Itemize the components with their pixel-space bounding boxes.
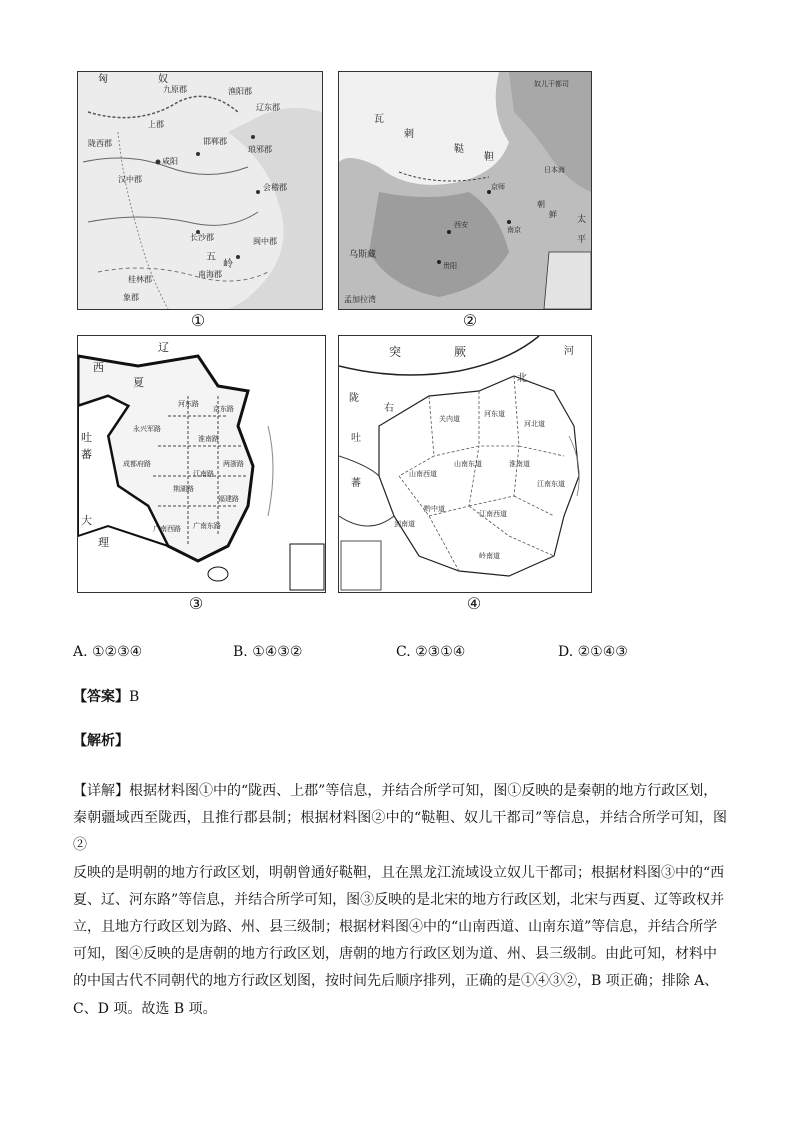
map-1-label: 长沙郡 (190, 233, 214, 242)
map-2-label: 平 (577, 235, 587, 245)
map-1-qin (77, 71, 323, 310)
map-4-label: 江南西道 (479, 510, 507, 518)
map-4-label: 关内道 (439, 415, 460, 423)
map-2-label: 日本海 (544, 166, 565, 174)
map-3-label: 成都府路 (123, 460, 151, 468)
map-3-label: 京东路 (213, 405, 234, 413)
map-4-label: 突 (389, 345, 402, 359)
map-3-label: 两浙路 (223, 460, 244, 468)
map-2-label: 朝 (537, 200, 545, 209)
map-3-label: 大 (81, 514, 92, 527)
map-2-drawing (339, 72, 591, 309)
detail-line: C、D 项。故选 B 项。 (73, 1000, 217, 1017)
map-4-label: 右 (384, 403, 394, 414)
map-4-drawing (339, 336, 591, 592)
map-4-label: 吐 (351, 433, 361, 444)
map-2-ming (338, 71, 592, 310)
map-1-label: 邯郸郡 (203, 137, 227, 146)
option-c[interactable]: C. ②③①④ (396, 644, 466, 660)
map-4-label: 岭南道 (479, 552, 500, 560)
detail-line: 的中国古代不同朝代的地方行政区划图，按时间先后顺序排列，正确的是①④③②，B 项正确；排除 A、 (73, 973, 719, 990)
map-4-label: 陇 (349, 393, 359, 404)
map-3-label: 西 (93, 361, 104, 374)
map-1-drawing (78, 72, 322, 309)
detail-line: 反映的是明朝的地方行政区划，明朝曾通好鞑靼，且在黑龙江流域设立奴儿干都司；根据材料图③中的“西 (73, 864, 725, 881)
map-2-label: 西安 (454, 221, 468, 229)
map-1-label: 闽中郡 (253, 237, 277, 246)
map-1-label: 渔阳郡 (228, 87, 252, 96)
detail-paragraph (73, 778, 727, 1023)
map-3-label: 夏 (133, 376, 144, 389)
map-3-label: 淮南路 (198, 435, 219, 443)
map-1-label: 南海郡 (198, 270, 222, 279)
map-4-label: 河东道 (484, 410, 505, 418)
figure-4-number: ④ (466, 594, 482, 613)
map-1-label: 岭 (223, 259, 233, 270)
map-2-label: 孟加拉湾 (344, 295, 376, 304)
map-2-label: 瓦 (374, 114, 384, 125)
map-4-label: 厥 (454, 345, 467, 359)
map-1-label: 琅邪郡 (248, 145, 272, 154)
map-4-label: 剑南道 (394, 520, 415, 528)
map-1-label: 匈 (98, 74, 108, 85)
map-4-label: 江南东道 (537, 480, 565, 488)
map-4-label: 山南东道 (454, 460, 482, 468)
map-3-label: 永兴军路 (133, 425, 161, 433)
map-1-label: 象郡 (123, 293, 139, 302)
map-3-drawing (78, 336, 325, 592)
option-b[interactable]: B. ①④③② (233, 644, 303, 660)
map-3-label: 荆湖路 (173, 485, 194, 493)
map-3-label: 蕃 (81, 448, 92, 461)
map-3-label: 福建路 (218, 495, 239, 503)
map-4-tang (338, 335, 592, 593)
map-2-label: 乌斯藏 (349, 250, 377, 260)
map-2-label: 剌 (404, 129, 414, 140)
map-2-label: 鲜 (549, 210, 557, 219)
map-1-label: 九原郡 (163, 85, 187, 94)
answer-value: B (129, 689, 140, 705)
map-1-label: 会稽郡 (263, 183, 287, 192)
map-2-label: 奴儿干都司 (534, 80, 569, 88)
map-4-label: 北 (517, 373, 527, 384)
map-3-label: 吐 (81, 431, 92, 444)
map-3-label: 辽 (158, 341, 169, 354)
answer-line (73, 688, 139, 706)
map-3-label: 广南西路 (153, 525, 181, 533)
map-2-label: 京师 (491, 183, 505, 191)
map-1-label: 咸阳 (162, 157, 178, 166)
map-1-label: 五 (206, 252, 216, 263)
option-d[interactable]: D. ②①④③ (558, 644, 628, 660)
detail-line: 可知，图④反映的是唐朝的地方行政区划，唐朝的地方行政区划为道、州、县三级制。由此可知，材料中 (73, 946, 717, 963)
map-2-label: 贵阳 (443, 262, 457, 270)
map-4-label: 河 (564, 346, 574, 357)
map-1-label: 上郡 (148, 120, 164, 129)
figure-3-number: ③ (188, 594, 204, 613)
map-1-label: 桂林郡 (128, 275, 152, 284)
map-3-song (77, 335, 326, 593)
map-2-label: 鞑 (454, 144, 464, 155)
answer-tag: 【答案】 (73, 689, 129, 705)
figure-1-number: ① (190, 311, 206, 330)
detail-line: 立，且地方行政区划为路、州、县三级制；根据材料图④中的“山南西道、山南东道”等信息，并结合所学 (73, 919, 718, 936)
map-3-label: 江南路 (193, 470, 214, 478)
detail-line: 夏、辽、河东路”等信息，并结合所学可知，图③反映的是北宋的地方行政区划，北宋与西夏、辽等政权并 (73, 891, 725, 908)
map-1-label: 辽东郡 (256, 103, 280, 112)
map-2-label: 太 (577, 215, 587, 225)
map-4-label: 黔中道 (424, 505, 445, 513)
map-4-label: 河北道 (524, 420, 545, 428)
map-4-label: 蕃 (351, 478, 361, 489)
option-a[interactable]: A. ①②③④ (73, 644, 143, 660)
map-4-label: 淮南道 (509, 460, 530, 468)
figure-2-number: ② (462, 311, 478, 330)
map-4-label: 山南西道 (409, 470, 437, 478)
map-2-label: 南京 (507, 226, 521, 234)
map-3-label: 理 (98, 536, 109, 549)
map-1-label: 汉中郡 (118, 175, 142, 184)
map-3-label: 河东路 (178, 400, 199, 408)
detail-line: 秦朝疆域西至陇西，且推行郡县制；根据材料图②中的“鞑靼、奴儿干都司”等信息，并结合所学可知，图② (73, 810, 727, 854)
map-3-label: 广南东路 (193, 522, 221, 530)
map-1-label: 奴 (158, 74, 168, 85)
map-2-label: 靼 (484, 152, 494, 163)
detail-line: 【详解】根据材料图①中的“陇西、上郡”等信息，并结合所学可知，图①反映的是秦朝的地方行政区划， (73, 783, 718, 799)
map-1-label: 陇西郡 (88, 139, 112, 148)
analysis-tag: 【解析】 (73, 733, 129, 749)
